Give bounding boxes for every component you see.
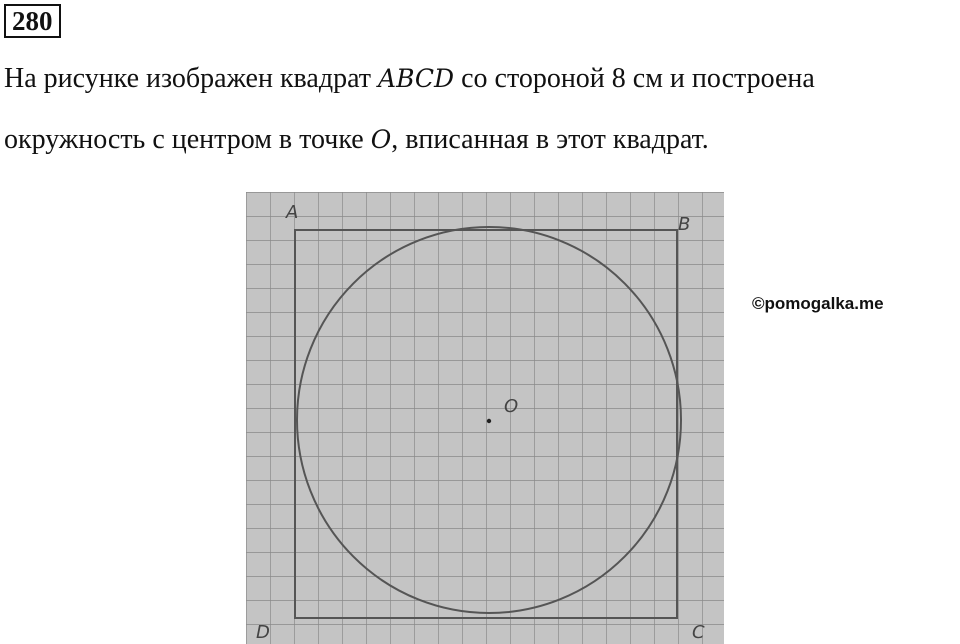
problem-text-line-2: [4, 123, 709, 157]
center-label: O: [504, 396, 519, 417]
vertex-label-a: A: [286, 202, 299, 223]
geometry-figure: [246, 192, 724, 644]
vertex-label-d: D: [256, 622, 270, 643]
center-name: O: [370, 125, 392, 154]
text-segment: окружность с центром в точке: [4, 124, 371, 155]
center-point: [487, 419, 491, 423]
grid-lines: [246, 192, 724, 644]
square-name: ABCD: [378, 64, 455, 93]
problem-number: 280: [4, 4, 61, 38]
watermark: ©pomogalka.me: [752, 294, 884, 313]
problem-text-line-1: [4, 62, 815, 96]
text-segment: , вписанная в этот квадрат.: [391, 124, 709, 155]
vertex-label-b: B: [678, 214, 691, 235]
text-segment: На рисунке изображен квадрат: [4, 63, 379, 94]
vertex-label-c: C: [692, 622, 705, 643]
text-segment: со стороной 8 см и построена: [454, 63, 815, 94]
